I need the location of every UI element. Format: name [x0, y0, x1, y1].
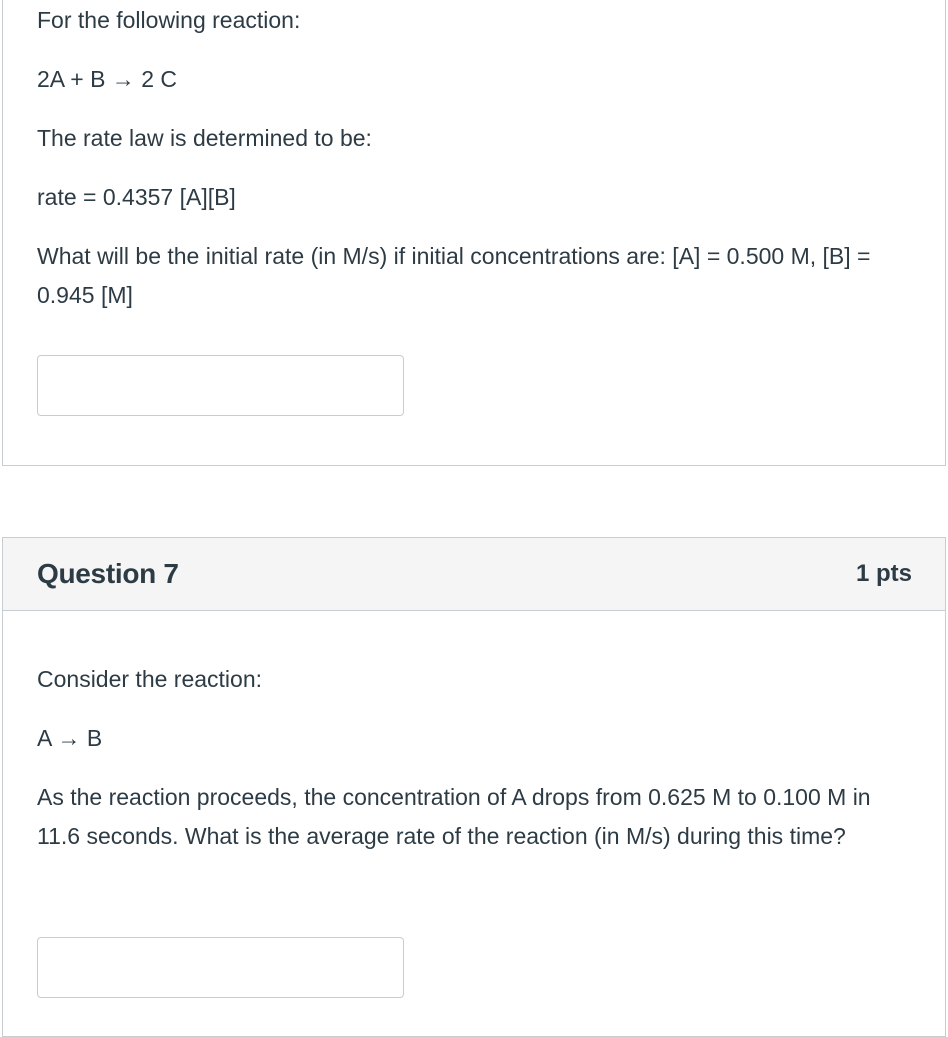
question-6-rate-law: rate = 0.4357 [A][B]: [37, 184, 236, 210]
question-7-equation: A → B: [37, 725, 103, 751]
question-6-prompt: What will be the initial rate (in M/s) if initial concentrations are: [A] = 0.500 M, [B] = 0.945 [M]: [37, 243, 871, 308]
question-6-body: [3, 0, 945, 315]
question-7-card: [2, 537, 946, 1037]
question-7-answer-input[interactable]: [37, 937, 404, 998]
question-6-intro: For the following reaction:: [37, 7, 301, 33]
question-7-body: [3, 611, 945, 856]
question-7-prompt: As the reaction proceeds, the concentration of A drops from 0.625 M to 0.100 M in 11.6 seconds. What is the average rate of the reaction (in M/s) during this time?: [37, 784, 871, 849]
question-6-rate-law-intro: The rate law is determined to be:: [37, 125, 372, 151]
question-7-intro: Consider the reaction:: [37, 666, 263, 692]
question-7-points: 1 pts: [855, 560, 912, 587]
question-6-answer-input[interactable]: [37, 355, 404, 416]
question-6-equation: 2A + B → 2 C: [37, 66, 177, 92]
question-7-title: Question 7: [37, 558, 179, 589]
question-7-header: [3, 538, 945, 611]
question-6-card: [2, 0, 946, 466]
